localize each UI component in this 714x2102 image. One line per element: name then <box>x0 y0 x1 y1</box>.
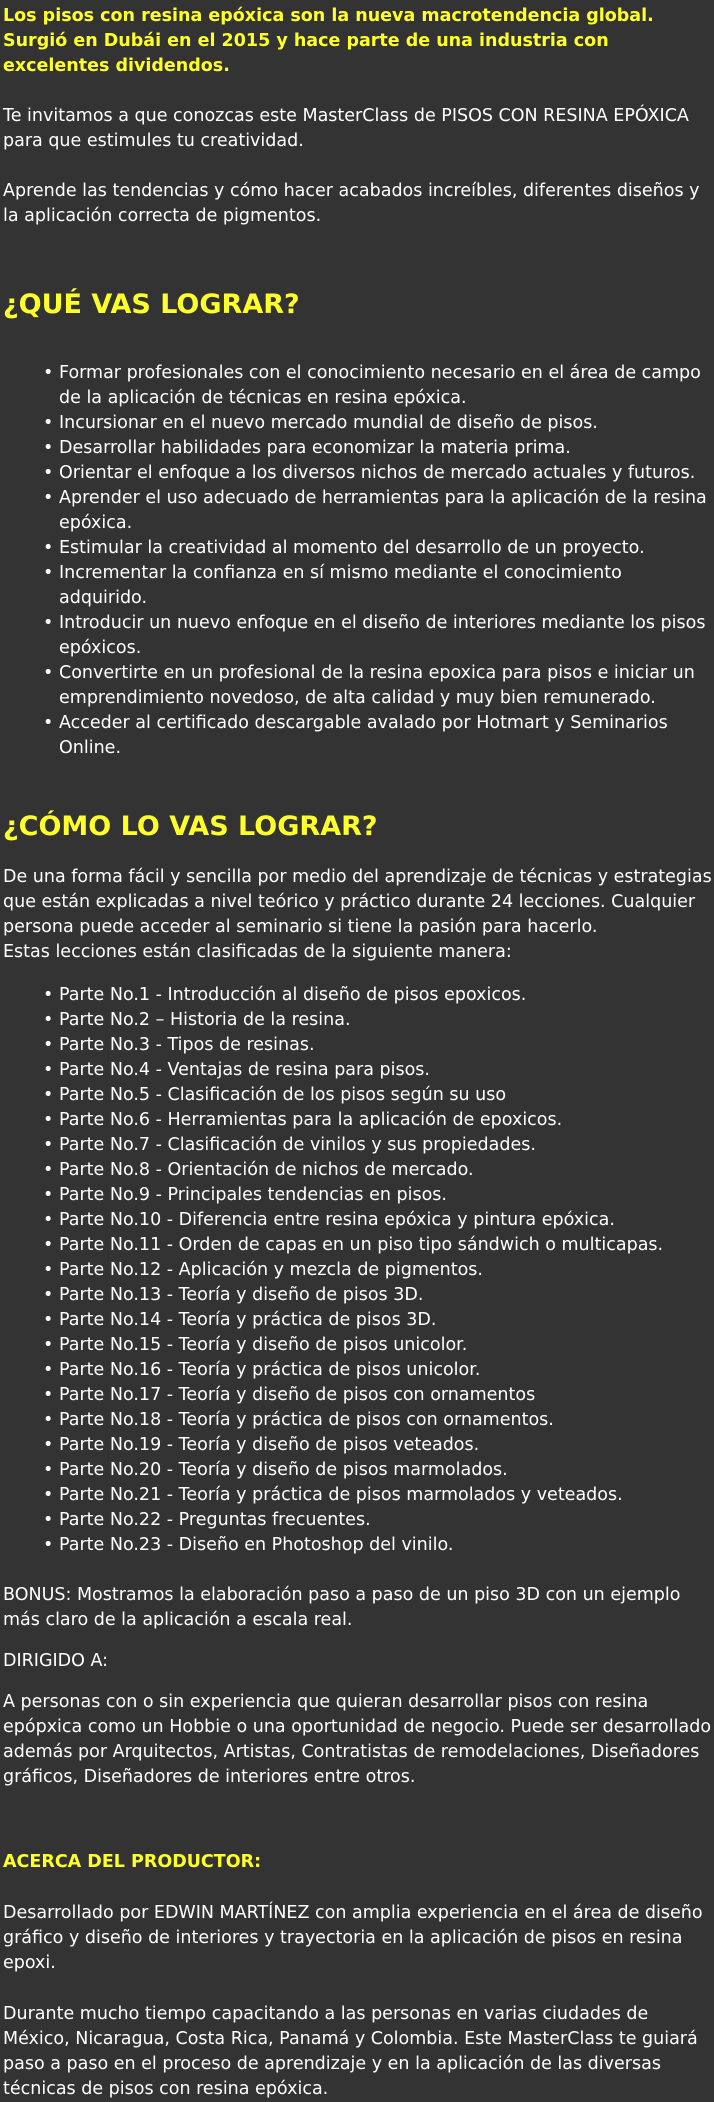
lesson-item: • Parte No.8 - Orientación de nichos de mercado. <box>43 1158 712 1183</box>
directed-text: A personas con o sin experiencia que quieran desarrollar pisos con resina epópxica como un Hobbie o una oportunidad de negocio. Puede ser desarrollado además por Arquitectos, Artistas, Contratistas de remodelaciones, Diseñadores gráficos, Diseñadores de interiores entre otros. <box>3 1692 712 1787</box>
goal-item: • Orientar el enfoque a los diversos nichos de mercado actuales y futuros. <box>43 461 712 486</box>
goal-item: • Convertirte en un profesional de la resina epoxica para pisos e iniciar un emprendimiento novedoso, de alta calidad y muy bien remunerado. <box>43 661 712 711</box>
intro-invite: Te invitamos a que conozcas este MasterClass de PISOS CON RESINA EPÓXICA para que estimules tu creatividad. <box>3 106 689 151</box>
lesson-item: • Parte No.6 - Herramientas para la aplicación de epoxicos. <box>43 1108 712 1133</box>
lessons-list <box>3 983 712 1558</box>
lesson-item: • Parte No.14 - Teoría y práctica de pisos 3D. <box>43 1308 712 1333</box>
goal-item: • Estimular la creatividad al momento del desarrollo de un proyecto. <box>43 536 712 561</box>
goal-item: • Aprender el uso adecuado de herramientas para la aplicación de la resina epóxica. <box>43 486 712 536</box>
goal-item: • Formar profesionales con el conocimiento necesario en el área de campo de la aplicación de técnicas en resina epóxica. <box>43 361 712 411</box>
lesson-item: • Parte No.5 - Clasificación de los pisos según su uso <box>43 1083 712 1108</box>
lesson-item: • Parte No.12 - Aplicación y mezcla de pigmentos. <box>43 1258 712 1283</box>
intro-learn: Aprende las tendencias y cómo hacer acabados increíbles, diferentes diseños y la aplicación correcta de pigmentos. <box>3 181 700 226</box>
how-description: De una forma fácil y sencilla por medio del aprendizaje de técnicas y estrategias que están explicadas a nivel teórico y práctico durante 24 lecciones. Cualquier persona puede acceder al seminario si tiene la pasión para hacerlo. <box>3 867 712 937</box>
lesson-item: • Parte No.10 - Diferencia entre resina epóxica y pintura epóxica. <box>43 1208 712 1233</box>
lesson-item: • Parte No.21 - Teoría y práctica de pisos marmolados y veteados. <box>43 1483 712 1508</box>
directed-label: DIRIGIDO A: <box>3 1651 109 1671</box>
lesson-item: • Parte No.11 - Orden de capas en un piso tipo sándwich o multicapas. <box>43 1233 712 1258</box>
goal-item: • Incursionar en el nuevo mercado mundial de diseño de pisos. <box>43 411 712 436</box>
goal-item: • Incrementar la confianza en sí mismo mediante el conocimiento adquirido. <box>43 561 712 611</box>
producer-training: Durante mucho tiempo capacitando a las personas en varias ciudades de México, Nicaragua, Costa Rica, Panamá y Colombia. Este MasterClass te guiará paso a paso en el proceso de aprendizaje y en la aplicación de las diversas técnicas de pisos con resina epóxica. <box>3 2004 698 2099</box>
intro-headline: Los pisos con resina epóxica son la nueva macrotendencia global. Surgió en Dubái en el 2015 y hace parte de una industria con excelentes dividendos. <box>3 6 654 76</box>
goals-list <box>3 361 712 761</box>
how-heading: ¿CÓMO LO VAS LOGRAR? <box>3 811 378 842</box>
lesson-item: • Parte No.2 – Historia de la resina. <box>43 1008 712 1033</box>
lesson-item: • Parte No.13 - Teoría y diseño de pisos 3D. <box>43 1283 712 1308</box>
lesson-item: • Parte No.23 - Diseño en Photoshop del vinilo. <box>43 1533 712 1558</box>
lesson-item: • Parte No.15 - Teoría y diseño de pisos unicolor. <box>43 1333 712 1358</box>
lesson-item: • Parte No.3 - Tipos de resinas. <box>43 1033 712 1058</box>
goal-item: • Acceder al certificado descargable avalado por Hotmart y Seminarios Online. <box>43 711 712 761</box>
lesson-item: • Parte No.19 - Teoría y diseño de pisos veteados. <box>43 1433 712 1458</box>
lesson-item: • Parte No.16 - Teoría y práctica de pisos unicolor. <box>43 1358 712 1383</box>
goals-heading: ¿QUÉ VAS LOGRAR? <box>3 289 300 320</box>
lesson-item: • Parte No.7 - Clasificación de vinilos y sus propiedades. <box>43 1133 712 1158</box>
lesson-item: • Parte No.1 - Introducción al diseño de pisos epoxicos. <box>43 983 712 1008</box>
how-classified: Estas lecciones están clasificadas de la siguiente manera: <box>3 942 512 962</box>
lesson-item: • Parte No.18 - Teoría y práctica de pisos con ornamentos. <box>43 1408 712 1433</box>
lesson-item: • Parte No.4 - Ventajas de resina para pisos. <box>43 1058 712 1083</box>
lesson-item: • Parte No.22 - Preguntas frecuentes. <box>43 1508 712 1533</box>
bonus-text: BONUS: Mostramos la elaboración paso a paso de un piso 3D con un ejemplo más claro de la aplicación a escala real. <box>3 1585 681 1630</box>
goal-item: • Desarrollar habilidades para economizar la materia prima. <box>43 436 712 461</box>
producer-heading: ACERCA DEL PRODUCTOR: <box>3 1852 262 1872</box>
lesson-item: • Parte No.9 - Principales tendencias en pisos. <box>43 1183 712 1208</box>
lesson-item: • Parte No.20 - Teoría y diseño de pisos marmolados. <box>43 1458 712 1483</box>
producer-bio: Desarrollado por EDWIN MARTÍNEZ con amplia experiencia en el área de diseño gráfico y diseño de interiores y trayectoria en la aplicación de pisos en resina epoxi. <box>3 1903 703 1973</box>
goal-item: • Introducir un nuevo enfoque en el diseño de interiores mediante los pisos epóxicos. <box>43 611 712 661</box>
lesson-item: • Parte No.17 - Teoría y diseño de pisos con ornamentos <box>43 1383 712 1408</box>
